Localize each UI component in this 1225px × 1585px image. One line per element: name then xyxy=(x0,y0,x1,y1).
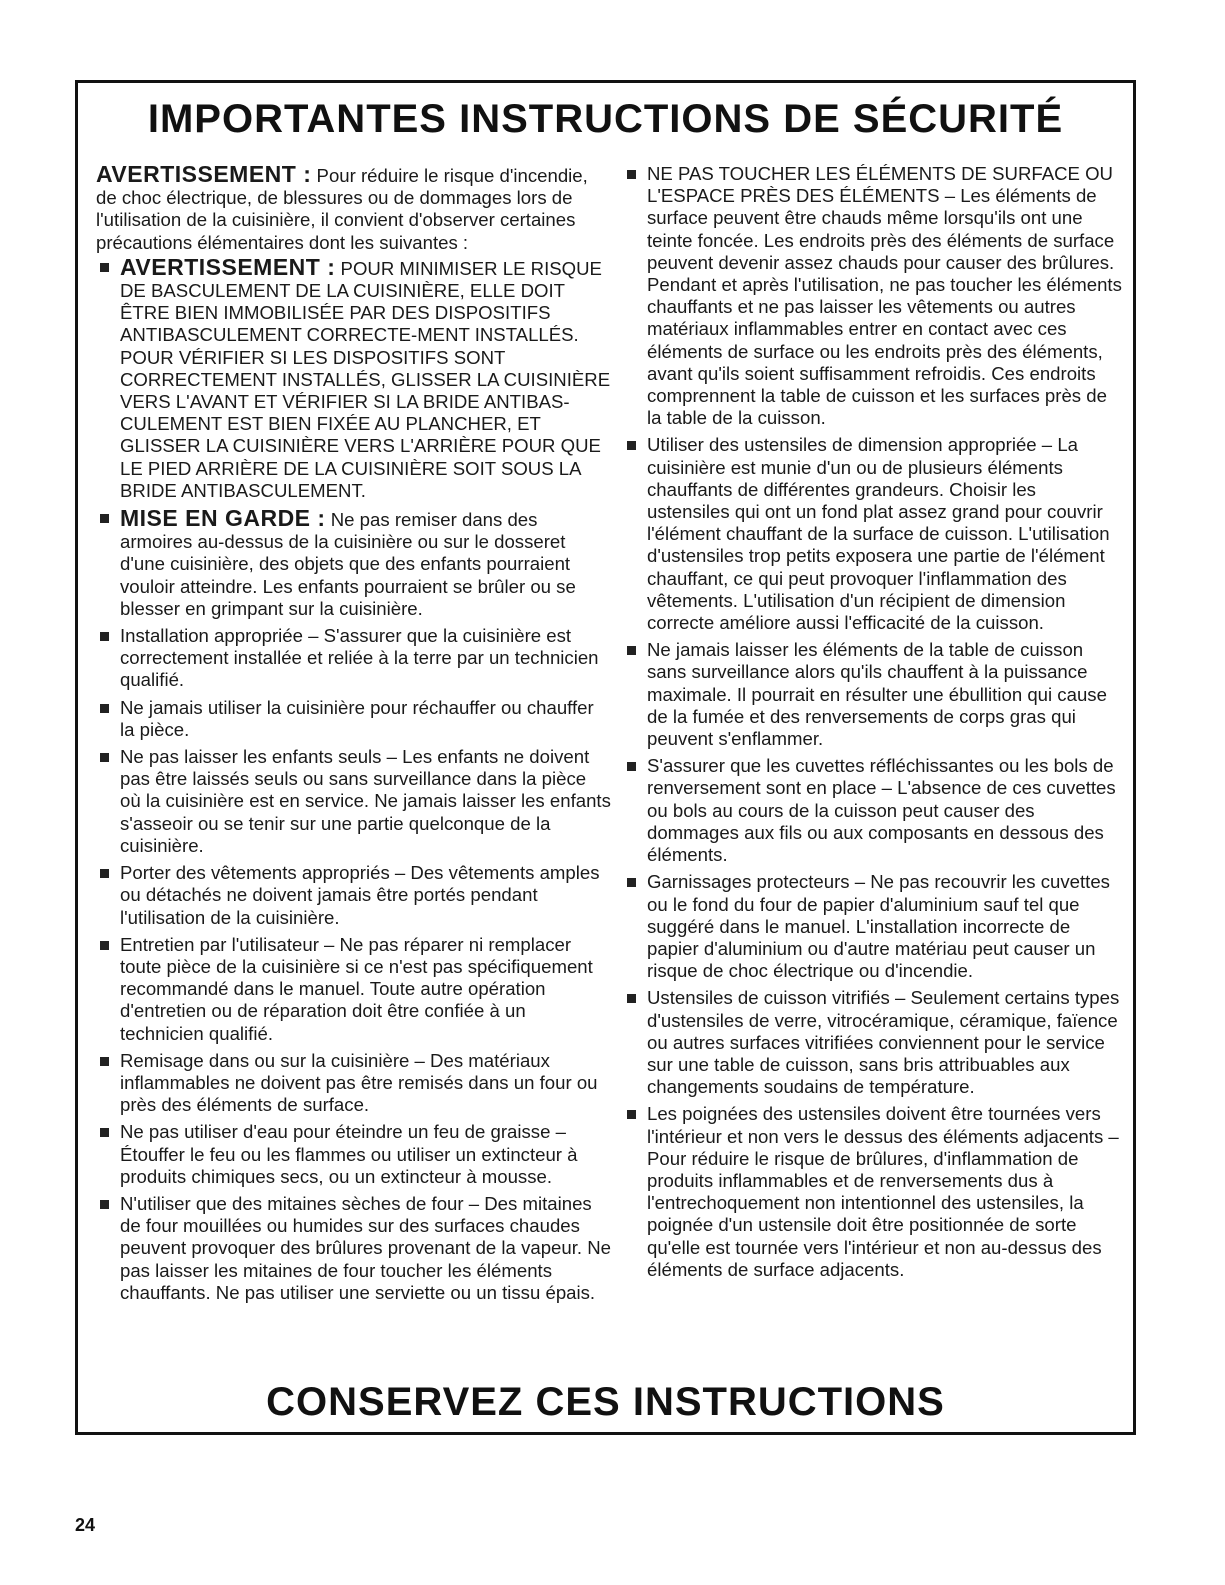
bullet-square-icon xyxy=(100,941,109,950)
list-item-text: POUR MINIMISER LE RISQUE DE BASCULEMENT DE LA CUISINIÈRE, ELLE DOIT ÊTRE BIEN IMMOBILISÉE PAR DES DISPOSITIFS ANTIBASCULEMENT CORRECTE-MENT INSTALLÉS. POUR VÉRIFIER SI LES DISPOSITIFS SONT CORRECTEMENT INSTALLÉS, GLISSER LA CUISINIÈRE VERS L'AVANT ET VÉRIFIER SI LA BRIDE ANTIBAS-CULEMENT EST BIEN FIXÉE AU PLANCHER, ET GLISSER LA CUISINIÈRE VERS L'ARRIÈRE POUR QUE LE PIED ARRIÈRE DE LA CUISINIÈRE SOIT SOUS LA BRIDE ANTIBASCULEMENT. xyxy=(120,257,611,501)
bullet-square-icon xyxy=(100,869,109,878)
bullet-square-icon xyxy=(100,632,109,641)
list-item xyxy=(96,253,611,502)
list-item xyxy=(96,934,611,1045)
page-title: IMPORTANTES INSTRUCTIONS DE SÉCURITÉ xyxy=(147,97,1064,141)
list-item-text: Ne pas remiser dans des armoires au-dessus de la cuisinière ou sur le dosseret d'une cuisinière, des objets que des enfants pourraient vouloir atteindre. Les enfants pourraient se brûler ou se blesser en grimpant sur la cuisinière. xyxy=(120,509,576,619)
bullet-square-icon xyxy=(627,1110,636,1119)
list-item xyxy=(96,1193,611,1304)
bullet-square-icon xyxy=(627,441,636,450)
list-item-text: Porter des vêtements appropriés – Des vêtements amples ou détachés ne doivent jamais être portés pendant l'utilisation de la cuisinière. xyxy=(120,862,600,928)
list-item-text: NE PAS TOUCHER LES ÉLÉMENTS DE SURFACE OU L'ESPACE PRÈS DES ÉLÉMENTS – Les éléments de surface peuvent être chauds même lorsqu'ils ont une teinte foncée. Les endroits près des éléments de surface peuvent devenir assez chauds pour causer des brûlures. Pendant et après l'utilisation, ne pas toucher les éléments chauffants et ne pas laisser les vêtements ou autres matériaux inflammables entrer en contact avec ces éléments de surface ou les endroits près des éléments, avant qu'ils soient suffisamment refroidis. Ces endroits comprennent la table de cuisson et les surfaces près de la table de la cuisson. xyxy=(647,163,1122,429)
bullet-square-icon xyxy=(100,263,109,272)
list-item-text: Installation appropriée – S'assurer que la cuisinière est correctement installée et reliée à la terre par un technicien qualifié. xyxy=(120,625,599,691)
intro-text: Pour réduire le risque d'incendie, de choc électrique, de blessures ou de dommages lors de l'utilisation de la cuisinière, il convient d'observer certaines précautions élémentaires dont les suivantes : xyxy=(96,165,588,253)
safety-instructions-box xyxy=(75,80,1136,1435)
list-item-text: Garnissages protecteurs – Ne pas recouvrir les cuvettes ou le fond du four de papier d'aluminium sauf tel que suggéré dans le manuel. L'installation incorrecte de papier d'aluminium ou d'autre matériau peut causer un risque de choc électrique ou d'incendie. xyxy=(647,871,1110,982)
footer-title: CONSERVEZ CES INSTRUCTIONS xyxy=(266,1380,945,1424)
list-item xyxy=(623,755,1123,866)
list-item-text: Ne pas utiliser d'eau pour éteindre un feu de graisse – Étouffer le feu ou les flammes ou utiliser un extincteur à produits chimiques secs, ou un extincteur à mousse. xyxy=(120,1121,578,1187)
page-number: 24 xyxy=(75,1515,96,1535)
list-item xyxy=(96,1050,611,1117)
list-item-text: Ustensiles de cuisson vitrifiés – Seulement certains types d'ustensiles de verre, vitrocéramique, céramique, faïence ou autres surfaces vitrifiées conviennent pour le service sur une table de cuisson, sans bris attribuables aux changements soudains de température. xyxy=(647,987,1120,1098)
list-item xyxy=(623,1103,1123,1281)
list-item-text: Utiliser des ustensiles de dimension appropriée – La cuisinière est munie d'un ou de plusieurs éléments chauffants de différentes grandeurs. Choisir les ustensiles qui ont un fond plat assez grand pour couvrir l'élément chauffant de la surface de cuisson. L'utilisation d'ustensiles trop petits exposera une partie de l'élément chauffant, ce qui peut provoquer l'inflammation des vêtements. L'utilisation d'un récipient de dimension correcte améliore aussi l'efficacité de la cuisson. xyxy=(647,434,1110,634)
bullet-square-icon xyxy=(627,646,636,655)
bullet-square-icon xyxy=(100,514,109,523)
list-item xyxy=(96,625,611,692)
left-column xyxy=(96,163,611,1309)
warning-label: AVERTISSEMENT : xyxy=(120,253,336,280)
list-item xyxy=(623,639,1123,750)
list-item-text: Entretien par l'utilisateur – Ne pas réparer ni remplacer toute pièce de la cuisinière si ce n'est pas spécifiquement recommandé dans le manuel. Toute autre opération d'entretien ou de réparation doit être confiée à un technicien qualifié. xyxy=(120,933,593,1044)
list-item xyxy=(623,163,1123,429)
list-item xyxy=(96,507,611,620)
list-item-text: Ne jamais laisser les éléments de la table de cuisson sans surveillance alors qu'ils chauffent à la puissance maximale. Il pourrait en résulter une ébullition qui cause de la fumée et des renversements de corps gras qui peuvent s'enflammer. xyxy=(647,639,1107,750)
list-item-text: Ne jamais utiliser la cuisinière pour réchauffer ou chauffer la pièce. xyxy=(120,696,594,740)
bullet-square-icon xyxy=(627,170,636,179)
list-item-text: N'utiliser que des mitaines sèches de four – Des mitaines de four mouillées ou humides sur des surfaces chaudes peuvent provoquer des brûlures provenant de la vapeur. Ne pas laisser les mitaines de four toucher les éléments chauffants. Ne pas utiliser une serviette ou un tissu épais. xyxy=(120,1192,611,1303)
list-item-text: S'assurer que les cuvettes réfléchissantes ou les bols de renversement sont en place – L'absence de ces cuvettes ou bols au cours de la cuisson peut causer des dommages aux fils ou aux composants en dessous des éléments. xyxy=(647,755,1116,866)
bullet-square-icon xyxy=(100,1200,109,1209)
list-item-text: Ne pas laisser les enfants seuls – Les enfants ne doivent pas être laissés seuls ou sans surveillance dans la pièce où la cuisinière est en service. Ne jamais laisser les enfants s'asseoir ou se tenir sur une partie quelconque de la cuisinière. xyxy=(120,746,611,856)
intro-paragraph xyxy=(96,163,611,254)
list-item xyxy=(623,434,1123,634)
list-item xyxy=(96,1121,611,1188)
list-item-text: Remisage dans ou sur la cuisinière – Des matériaux inflammables ne doivent pas être remisés dans un four ou près des éléments de surface. xyxy=(120,1049,598,1116)
intro-warning-label: AVERTISSEMENT : xyxy=(96,161,312,187)
bullet-square-icon xyxy=(627,994,636,1003)
caution-label: MISE EN GARDE : xyxy=(120,505,326,532)
bullet-square-icon xyxy=(100,1057,109,1066)
bullet-square-icon xyxy=(100,753,109,762)
bullet-square-icon xyxy=(100,1128,109,1137)
list-item xyxy=(623,871,1123,982)
list-item xyxy=(96,697,611,741)
bullet-square-icon xyxy=(627,762,636,771)
bullet-square-icon xyxy=(100,704,109,713)
bullet-square-icon xyxy=(627,878,636,887)
right-column xyxy=(623,163,1123,1286)
list-item xyxy=(623,987,1123,1098)
list-item-text: Les poignées des ustensiles doivent être tournées vers l'intérieur et non vers le dessus des éléments adjacents – Pour réduire le risque de brûlures, d'inflammation de produits inflammables et de renversements dus à l'entrechoquement non intentionnel des ustensiles, la poignée d'un ustensile doit être positionnée de sorte qu'elle est tournée vers l'intérieur et non au-dessus des éléments de surface adjacents. xyxy=(647,1103,1119,1280)
list-item xyxy=(96,862,611,929)
list-item xyxy=(96,746,611,857)
